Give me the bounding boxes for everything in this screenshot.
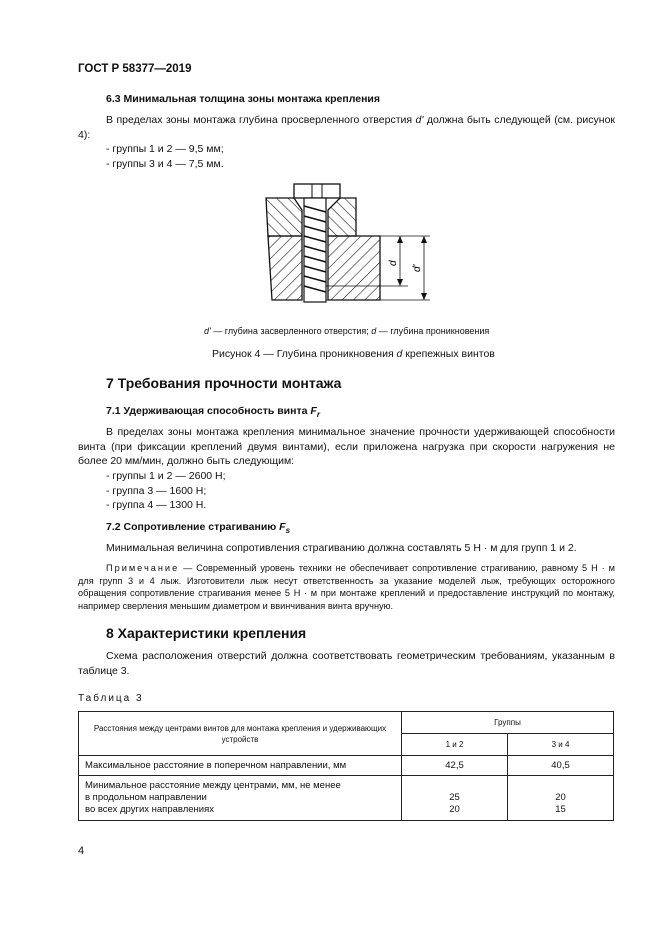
table-cell [508,776,614,821]
note-label: Примечание [106,563,180,573]
table-cell: 42,5 [402,756,508,776]
section-6-3-paragraph [78,113,615,142]
dim-label-d-prime: d' [412,264,423,272]
table-head-groups: Группы [402,712,614,734]
value-other: 20 [449,804,460,815]
section-7-1-list [106,469,226,513]
dim-label-d: d [388,260,399,266]
var-sub-s: s [285,526,291,536]
legend-text-b: — глубина проникновения [376,326,490,336]
var-f: F [310,405,317,417]
caption-text-b: крепежных винтов [402,348,495,360]
value-longitudinal: 25 [449,792,460,803]
section-6-3-list [106,142,224,171]
section-7-title: 7 Требования прочности монтажа [106,375,342,391]
section-7-1-paragraph: В пределах зоны монтажа крепления минимальное значение прочности удерживающей способности винта (при фиксации креплений двумя винтами), если приложена нагрузка при скорости нагружения не более 20 мм/мин, должно быть следующим: [78,426,615,467]
note-text: — Современный уровень техники не обеспечивает сопротивление страгиванию, равному 5 Н · м для групп 3 и 4 лыж. Изготовители лыж несут ответственность за указание моделей лыж, требующих осторожного обращения сопротивление страгивания менее 5 Н · м при монтаже креплений и предоставление инструкций по монтажу, например сверления меньшим диаметром и ввинчивания винта вручную. [78,563,615,611]
para-text-b: должна быть следующей (см. рисунок 4): [78,114,615,141]
list-item: - группы 1 и 2 — 2600 Н; [106,470,226,482]
var-sub-r: r [316,410,320,420]
legend-var-d: d [371,326,377,336]
var-d-prime: d' [415,114,424,126]
legend-text-a: — глубина засверленного отверстия; [210,326,372,336]
section-7-2-title [106,520,290,539]
table-3 [78,711,614,821]
value-other: 15 [555,804,566,815]
list-item: - группа 4 — 1300 Н. [106,499,207,511]
caption-text-a: Рисунок 4 — Глубина проникновения [212,348,397,360]
note-paragraph [78,562,615,612]
legend-var-d-prime: d' [204,326,211,336]
section-7-2-paragraph: Минимальная величина сопротивления страгиванию должна составлять 5 Н · м для групп 1 и 2. [106,542,577,554]
value-longitudinal: 20 [555,792,566,803]
table-cell: 40,5 [508,756,614,776]
list-item: - группа 3 — 1600 Н; [106,484,207,497]
row2-desc-line: во всех других направлениях [85,804,214,815]
row2-desc-line: Минимальное расстояние между центрами, мм, не менее [85,780,341,791]
table-3-label: Таблица 3 [78,693,144,704]
caption-var-d: d [396,348,403,360]
row2-desc-line: в продольном направлении [85,792,207,803]
section-6-3-title: 6.3 Минимальная толщина зоны монтажа крепления [106,93,381,105]
figure-4-drawing [258,180,438,310]
section-7-2-text: 7.2 Сопротивление страгиванию [106,521,280,533]
table-head-group-3-4: 3 и 4 [508,734,614,756]
list-item: - группы 3 и 4 — 7,5 мм. [106,157,224,170]
para-text-a: В пределах зоны монтажа глубина просверленного отверстия [106,114,416,126]
list-item: - группы 1 и 2 — 9,5 мм; [106,143,224,155]
table-head-group-1-2: 1 и 2 [402,734,508,756]
section-7-1-title [106,404,320,423]
var-f: F [279,521,286,533]
table-head-description: Расстояния между центрами винтов для монтажа крепления и удерживающих устройств [79,712,402,756]
figure-4-caption [212,347,495,362]
section-8-paragraph: Схема расположения отверстий должна соответствовать геометрическим требованиям, указанным в таблице 3. [78,650,615,677]
table-row [79,756,614,776]
section-8-title: 8 Характеристики крепления [106,625,307,641]
section-7-1-text: 7.1 Удерживающая способность винта [106,405,311,417]
table-cell: Максимальное расстояние в поперечном направлении, мм [79,756,402,776]
page-number: 4 [78,845,85,857]
figure-4-legend [204,324,489,339]
table-cell [402,776,508,821]
document-header: ГОСТ Р 58377—2019 [78,63,192,75]
table-row [79,776,614,821]
table-cell [79,776,402,821]
